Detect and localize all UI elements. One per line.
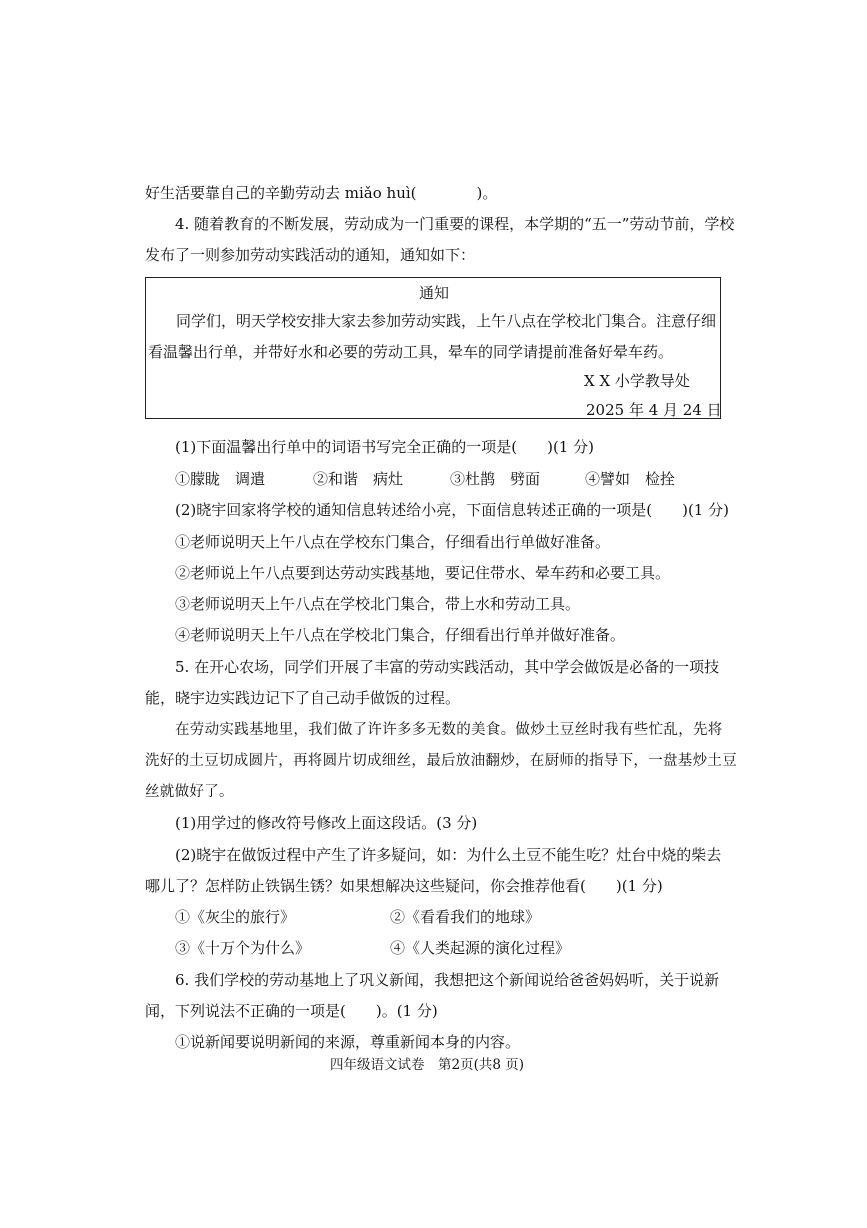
notice-title: 通知 xyxy=(418,284,449,302)
option-4: ④《人类起源的演化过程》 xyxy=(390,939,571,957)
question-4-stem: 4. 随着教育的不断发展，劳动成为一门重要的课程，本学期的“五一”劳动节前，学校 xyxy=(175,215,735,233)
option-4: ④老师说明天上午八点在学校北门集合，仔细看出行单并做好准备。 xyxy=(175,626,626,644)
option-4: ④譬如 检拴 xyxy=(585,470,676,488)
question-5-stem-cont: 能，晓宇边实践边记下了自己动手做饭的过程。 xyxy=(145,689,461,707)
question-6-stem: 6. 我们学校的劳动基地上了巩义新闻，我想把这个新闻说给爸爸妈妈听，关于说新 xyxy=(175,971,720,989)
question-4-1-stem: (1)下面温馨出行单中的词语书写完全正确的一项是( )(1 分) xyxy=(175,438,594,456)
option-1: ①《灰尘的旅行》 xyxy=(175,908,296,926)
notice-body: 看温馨出行单，并带好水和必要的劳动工具，晕车的同学请提前准备好晕车药。 xyxy=(148,343,674,361)
option-2: ②和谐 病灶 xyxy=(313,470,404,488)
option-2: ②老师说上午八点要到达劳动实践基地，要记住带水、晕车药和必要工具。 xyxy=(175,564,671,582)
passage-line: 丝就做好了。 xyxy=(145,784,234,800)
option-3: ③《十万个为什么》 xyxy=(175,939,311,957)
notice-signature: X X 小学教导处 xyxy=(584,372,690,390)
notice-box xyxy=(145,277,721,419)
question-4-stem-cont: 发布了一则参加劳动实践活动的通知，通知如下： xyxy=(145,246,476,264)
notice-date: 2025 年 4 月 24 日 xyxy=(586,401,722,419)
question-5-1-stem: (1)用学过的修改符号修改上面这段话。(3 分) xyxy=(175,814,478,832)
question-5-stem: 5. 在开心农场，同学们开展了丰富的劳动实践活动，其中学会做饭是必备的一项技 xyxy=(175,658,720,676)
option-3: ③杜鹊 劈面 xyxy=(450,470,541,488)
option-1: ①说新闻要说明新闻的来源，尊重新闻本身的内容。 xyxy=(175,1033,521,1051)
question-5-2-stem: (2)晓宇在做饭过程中产生了许多疑问，如：为什么土豆不能生吃？灶台中烧的柴去 xyxy=(175,846,722,864)
page-footer: 四年级语文试卷 第2页(共8 页) xyxy=(330,1057,525,1073)
question-5-2-stem-cont: 哪儿了？怎样防止铁锅生锈？如果想解决这些疑问，你会推荐他看( )(1 分) xyxy=(145,877,663,895)
passage-line: 洗好的土豆切成圆片，再将圆片切成细丝，最后放油翻炒，在厨师的指导下，一盘基炒土豆 xyxy=(145,753,737,769)
option-2: ②《看看我们的地球》 xyxy=(390,908,541,926)
option-1: ①朦眬 调遣 xyxy=(175,470,266,488)
option-3: ③老师说明天上午八点在学校北门集合，带上水和劳动工具。 xyxy=(175,595,581,613)
text-line: 好生活要靠自己的辛勤劳动去 miǎo huì( )。 xyxy=(145,184,498,202)
question-4-2-stem: (2)晓宇回家将学校的通知信息转述给小亮，下面信息转述正确的一项是( )(1 分) xyxy=(175,501,729,519)
question-6-stem-cont: 闻，下列说法不正确的一项是( )。(1 分) xyxy=(145,1002,438,1020)
notice-body: 同学们，明天学校安排大家去参加劳动实践，上午八点在学校北门集合。注意仔细 xyxy=(176,312,717,330)
option-1: ①老师说明天上午八点在学校东门集合，仔细看出行单做好准备。 xyxy=(175,533,611,551)
passage-line: 在劳动实践基地里，我们做了许许多多无数的美食。做炒土豆丝时我有些忙乱，先将 xyxy=(175,722,723,738)
